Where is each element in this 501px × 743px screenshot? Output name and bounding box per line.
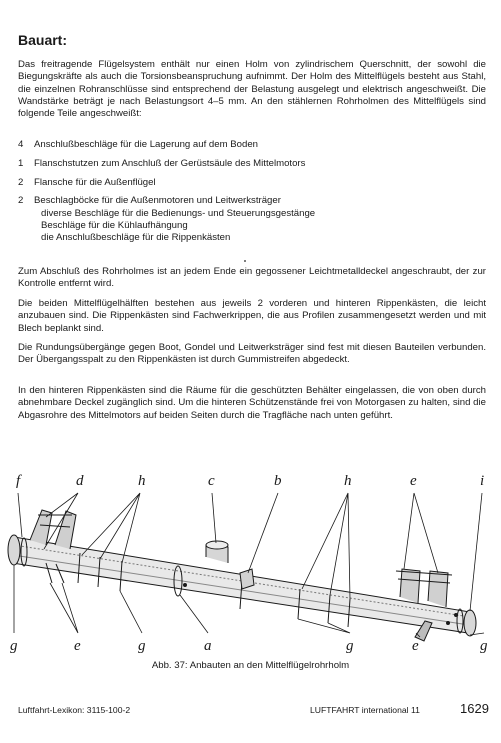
section-heading: Bauart: (18, 32, 68, 48)
list-item-qty: 2 (18, 195, 24, 207)
intro-paragraph: Das freitragende Flügelsystem enthält nur einen Holm von zylindrischem Querschnitt, der sowohl die Biegungskräfte als auch die Torsionsbeanspruchung aufnimmt. Der Holm des Mittelflügels besteht aus Stahl, die einzelnen Rohranschlüsse sind entsprechend der Belastung ausgelegt und elektrisch angeschweißt. Die Wandstärke beträgt je nach Belastungsort 4–5 mm. An den stählernen Rohrholmen des Mittelflügels sind folgende Teile angeschweißt: (18, 59, 486, 120)
label-c: c (208, 473, 215, 489)
list-item-text: Anschlußbeschläge für die Lagerung auf dem Boden (34, 139, 259, 150)
list-item (18, 195, 488, 244)
parts-list (18, 139, 488, 251)
footer-publication: LUFTFAHRT international 11 (310, 705, 420, 715)
label-b: b (274, 473, 282, 489)
label-e: e (74, 638, 81, 654)
paragraph-rib-boxes: Die beiden Mittelflügelhälften bestehen aus jeweils 2 vorderen und hinteren Rippenkästen, die leicht anzubauen sind. Die Rippenkästen sind Fachwerkrippen, die aus Profilen zusammengesetzt werden und mit Blech beplankt sind. (18, 298, 486, 334)
label-e: e (410, 473, 417, 489)
label-i: i (480, 473, 485, 489)
spar-illustration (0, 465, 501, 665)
list-item (18, 177, 488, 189)
list-item-text: Flansche für die Außenflügel (34, 176, 156, 188)
list-item-subline: Beschläge für die Kühlaufhängung (41, 219, 188, 231)
paragraph-transitions: Die Rundungsübergänge gegen Boot, Gondel und Leitwerksträger sind fest mit diesen Bauteilen verbunden. Der Übergangsspalt zu den Rippenkästen ist durch Gummistreifen abgedeckt. (18, 342, 486, 366)
figure-caption: Abb. 37: Anbauten an den Mittelflügelrohrholm (151, 660, 350, 671)
label-g: g (480, 638, 488, 654)
list-item (18, 139, 488, 151)
label-e: e (412, 638, 419, 654)
list-item-subline: die Anschlußbeschläge für die Rippenkästen (41, 232, 231, 244)
spar-drawing (8, 510, 476, 641)
list-item-qty: 2 (18, 176, 24, 188)
label-h: h (138, 473, 146, 489)
list-item (18, 158, 488, 170)
label-h: h (344, 473, 352, 489)
top-labels (16, 473, 484, 489)
paragraph-containers: In den hinteren Rippenkästen sind die Räume für die geschützten Behälter eingelassen, die von oben durch abnehmbare Deckel zugänglich sind. Um die hinteren Schützenstände frei von Motorgasen zu halten, sind die Abgasrohre des Mittelmotors auf beiden Seiten durch die Tragfläche nach unten geführt. (18, 385, 486, 421)
list-item-qty: 1 (18, 157, 24, 169)
list-item-text: Beschlagböcke für die Außenmotoren und Leitwerksträger (34, 195, 281, 207)
list-item-qty: 4 (18, 139, 24, 150)
label-g: g (138, 638, 146, 654)
paragraph-cover: Zum Abschluß des Rohrholmes ist an jedem Ende ein gegossener Leichtmetalldeckel angeschraubt, der zur Kontrolle entfernt wird. (18, 266, 486, 290)
stray-mark (244, 260, 246, 262)
label-g: g (10, 638, 18, 654)
list-item-text: Flanschstutzen zum Anschluß der Gerüstsäule des Mittelmotors (34, 157, 306, 169)
label-g: g (346, 638, 354, 654)
label-d: d (76, 473, 84, 489)
list-item-subline: diverse Beschläge für die Bedienungs- und Steuerungsgestänge (41, 207, 316, 219)
label-f: f (16, 473, 21, 489)
footer-source: Luftfahrt-Lexikon: 3115-100-2 (18, 705, 131, 715)
bottom-labels (10, 638, 488, 654)
page-number: 1629 (460, 701, 489, 716)
label-a: a (204, 638, 212, 654)
